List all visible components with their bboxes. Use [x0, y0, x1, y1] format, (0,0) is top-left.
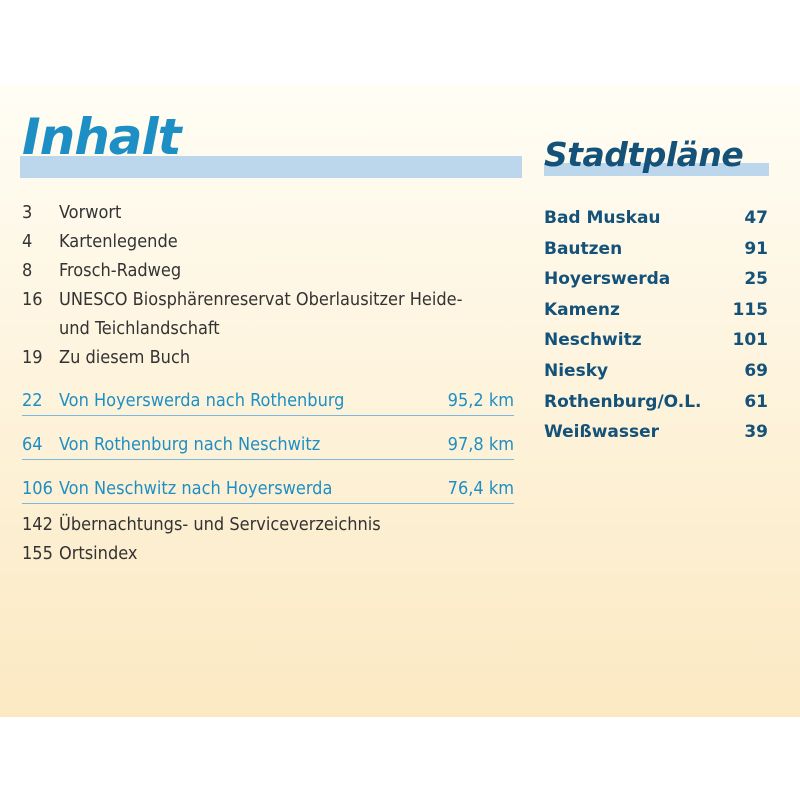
- toc-entry[interactable]: [22, 227, 514, 256]
- city-page-number: 115: [732, 299, 768, 320]
- toc-route-entry[interactable]: [22, 474, 514, 504]
- toc-entry-text: Kartenlegende: [59, 231, 178, 252]
- city-page-number: 101: [732, 330, 768, 351]
- toc-entry-text: und Teichlandschaft: [59, 318, 220, 339]
- toc-page-number: 8: [22, 260, 33, 281]
- city-map-entry[interactable]: [544, 203, 768, 234]
- toc-entry-text: Frosch-Radweg: [59, 260, 182, 281]
- city-name: Neschwitz: [544, 330, 642, 351]
- toc-route-distance: 76,4 km: [447, 478, 514, 499]
- city-map-entry[interactable]: [544, 234, 768, 265]
- city-map-entry[interactable]: [544, 417, 768, 448]
- toc-route-distance: 97,8 km: [447, 434, 514, 455]
- city-map-entry[interactable]: [544, 295, 768, 326]
- inhalt-title: Inhalt: [22, 108, 181, 166]
- table-of-contents: [22, 198, 514, 568]
- toc-page-number: 142: [22, 514, 53, 535]
- toc-page-number: 106: [22, 478, 53, 499]
- toc-page-number: 22: [22, 390, 43, 411]
- toc-entry-text: Zu diesem Buch: [59, 347, 191, 368]
- toc-entry[interactable]: [22, 285, 514, 314]
- toc-page-number: 64: [22, 434, 43, 455]
- toc-route-text: Von Neschwitz nach Hoyerswerda: [59, 478, 333, 499]
- city-name: Weißwasser: [544, 422, 660, 443]
- toc-route-text: Von Hoyerswerda nach Rothenburg: [59, 390, 345, 411]
- city-page-number: 47: [744, 208, 768, 228]
- city-map-entry[interactable]: [544, 264, 768, 295]
- city-name: Hoyerswerda: [544, 269, 671, 290]
- toc-entry[interactable]: [22, 256, 514, 285]
- toc-page-number: 155: [22, 543, 53, 564]
- toc-entry[interactable]: [22, 343, 514, 372]
- toc-entry-text: UNESCO Biosphärenreservat Oberlausitzer Heide-: [59, 289, 463, 310]
- toc-entry[interactable]: [22, 539, 514, 568]
- toc-entry[interactable]: [22, 510, 514, 539]
- toc-route-entry[interactable]: [22, 430, 514, 460]
- stadtplaene-title: Stadtpläne: [544, 135, 744, 174]
- toc-entry-text: Übernachtungs- und Serviceverzeichnis: [59, 514, 381, 535]
- city-page-number: 69: [744, 360, 768, 381]
- toc-page-number: [22, 314, 59, 343]
- toc-route-text: Von Rothenburg nach Neschwitz: [59, 434, 321, 455]
- toc-page-number: 3: [22, 202, 33, 223]
- city-name: Niesky: [544, 360, 609, 381]
- toc-page-number: 19: [22, 347, 43, 368]
- toc-page-number: 4: [22, 231, 33, 252]
- city-map-list: [544, 203, 768, 448]
- city-map-entry[interactable]: [544, 356, 768, 387]
- toc-entry-text: Ortsindex: [59, 543, 138, 564]
- city-page-number: 91: [744, 238, 768, 259]
- city-page-number: 25: [744, 269, 768, 290]
- city-page-number: 61: [744, 391, 768, 412]
- city-name: Rothenburg/O.L.: [544, 391, 702, 412]
- toc-route-distance: 95,2 km: [447, 390, 514, 411]
- city-name: Bautzen: [544, 238, 623, 259]
- toc-entry-text: Vorwort: [59, 202, 122, 223]
- toc-page-number: 16: [22, 289, 43, 310]
- city-map-entry[interactable]: [544, 387, 768, 418]
- city-page-number: 39: [744, 422, 768, 443]
- city-map-entry[interactable]: [544, 325, 768, 356]
- city-name: Bad Muskau: [544, 208, 661, 228]
- city-name: Kamenz: [544, 299, 620, 320]
- toc-route-entry[interactable]: [22, 386, 514, 416]
- toc-entry-continuation[interactable]: [22, 314, 514, 343]
- toc-entry[interactable]: [22, 198, 514, 227]
